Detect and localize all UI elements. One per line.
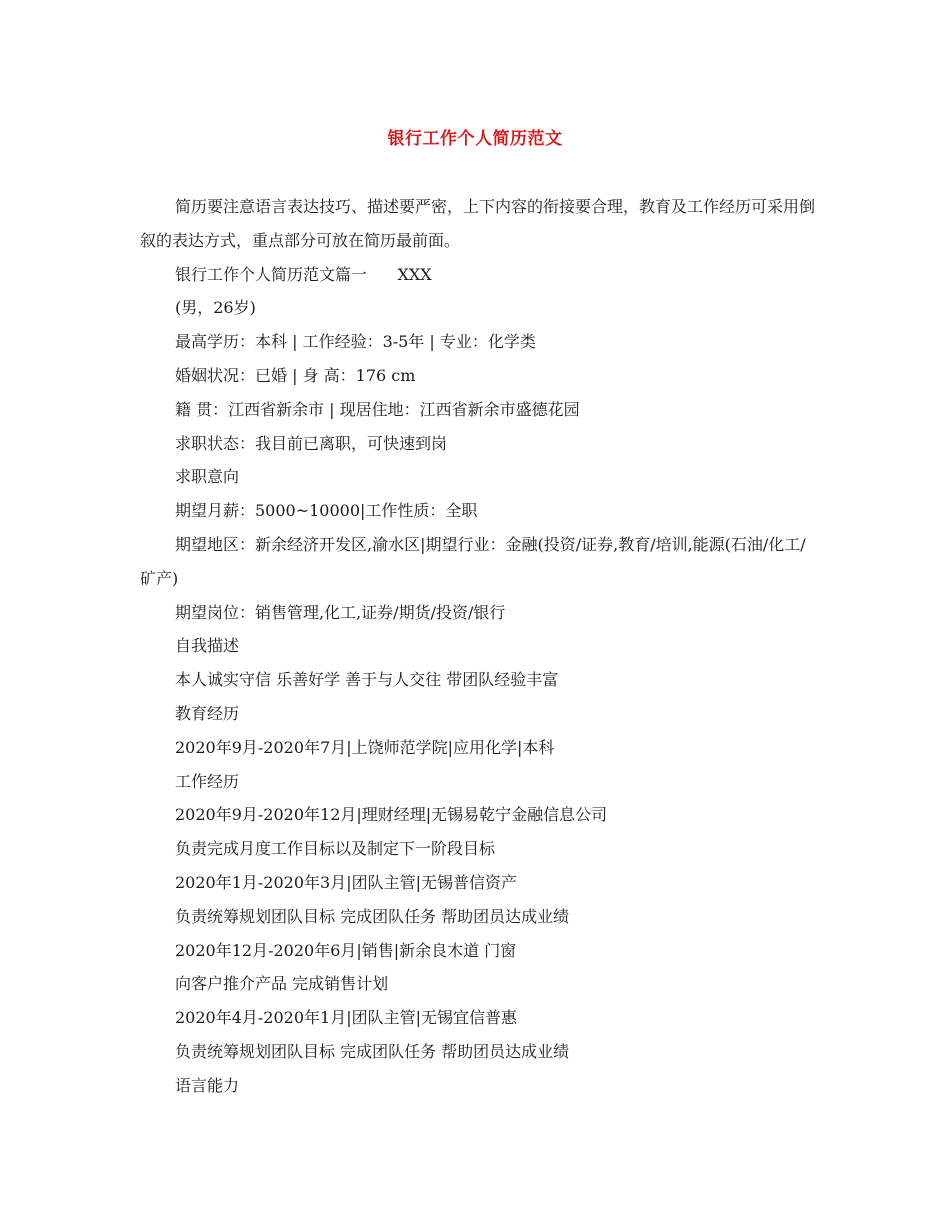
intro-paragraph: 简历要注意语言表达技巧、描述要严密，上下内容的衔接要合理，教育及工作经历可采用倒叙的表达方式，重点部分可放在简历最前面。 [140, 197, 816, 250]
work-duty: 负责统筹规划团队目标 完成团队任务 帮助团员达成业绩 [175, 906, 570, 926]
resume-heading: 银行工作个人简历范文篇一 XXX [175, 264, 432, 284]
section-heading-language: 语言能力 [175, 1075, 240, 1095]
work-duty: 负责统筹规划团队目标 完成团队任务 帮助团员达成业绩 [175, 1041, 570, 1061]
expected-region-industry: 期望地区：新余经济开发区,渝水区|期望行业：金融(投资/证券,教育/培训,能源(石油/化工/矿产) [140, 534, 806, 588]
work-entry: 2020年12月-2020年6月|销售|新余良木道 门窗 [175, 940, 517, 960]
job-status: 求职状态：我目前已离职，可快速到岗 [175, 433, 448, 453]
education-entry: 2020年9月-2020年7月|上饶师范学院|应用化学|本科 [175, 737, 555, 757]
marital-height: 婚姻状况：已婚 | 身 高：176 cm [175, 365, 416, 385]
work-duty: 向客户推介产品 完成销售计划 [175, 974, 389, 994]
native-place-residence: 籍 贯：江西省新余市 | 现居住地：江西省新余市盛德花园 [175, 399, 580, 419]
gender-age: (男，26岁) [175, 298, 256, 318]
section-heading-self: 自我描述 [175, 636, 240, 656]
self-description: 本人诚实守信 乐善好学 善于与人交往 带团队经验丰富 [175, 670, 559, 690]
section-heading-work: 工作经历 [175, 771, 240, 791]
document-title: 银行工作个人简历范文 [387, 129, 563, 149]
work-duty: 负责完成月度工作目标以及制定下一阶段目标 [175, 839, 496, 859]
section-heading-intention: 求职意向 [175, 467, 240, 487]
expected-salary: 期望月薪：5000~10000|工作性质：全职 [175, 501, 478, 521]
section-heading-education: 教育经历 [175, 703, 240, 723]
education-experience-major: 最高学历：本科 | 工作经验：3-5年 | 专业：化学类 [175, 332, 536, 352]
expected-position: 期望岗位：销售管理,化工,证券/期货/投资/银行 [175, 602, 506, 622]
work-entry: 2020年1月-2020年3月|团队主管|无锡普信资产 [175, 872, 517, 892]
work-entry: 2020年4月-2020年1月|团队主管|无锡宜信普惠 [175, 1008, 517, 1028]
work-entry: 2020年9月-2020年12月|理财经理|无锡易乾宁金融信息公司 [175, 805, 608, 825]
document-body [140, 190, 820, 1103]
